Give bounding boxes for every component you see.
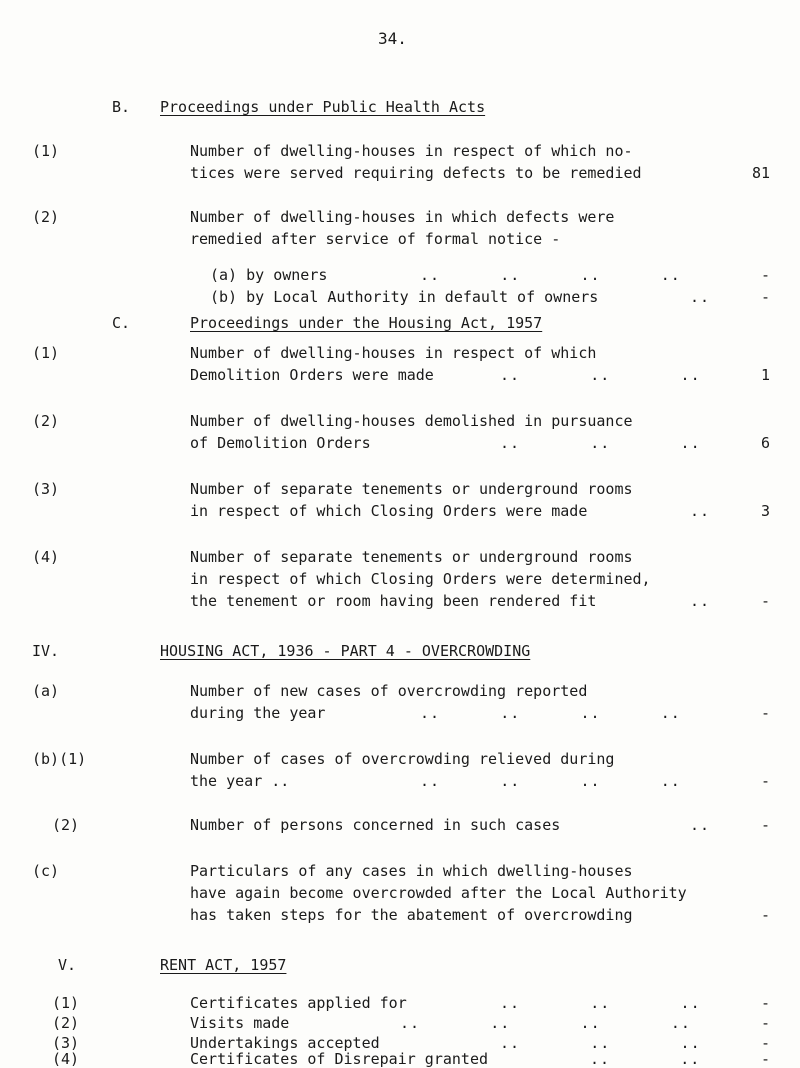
item-c2-value: 6	[760, 434, 770, 452]
item-c3-value: 3	[760, 502, 770, 520]
section-v-title: RENT ACT, 1957	[160, 956, 287, 974]
item-iv-b1-value: -	[760, 772, 770, 790]
item-b2b-value: -	[760, 288, 770, 306]
item-iv-b1-label: (b)(1)	[32, 750, 87, 768]
item-c1-value: 1	[760, 366, 770, 384]
rent-item-label: (1)	[52, 994, 80, 1012]
item-b1-label: (1)	[32, 142, 60, 160]
item-iv-c-label: (c)	[32, 862, 60, 880]
section-c-label: C.	[112, 314, 131, 332]
item-iv-c-line2: have again become overcrowded after the Local Authority	[190, 884, 687, 902]
section-b-title: Proceedings under Public Health Acts	[160, 98, 486, 116]
item-b1-value: 81	[751, 164, 770, 182]
item-c1-dots: .. .. ..	[500, 366, 701, 384]
item-c1-line2: Demolition Orders were made	[190, 366, 434, 384]
rent-item-value: -	[760, 994, 770, 1012]
item-iv-b1-dots: .. .. .. ..	[420, 772, 681, 790]
item-b2b-text: (b) by Local Authority in default of owners	[210, 288, 599, 306]
item-b2a-text: (a) by owners	[210, 266, 328, 284]
item-c4-value: -	[760, 592, 770, 610]
rent-item-label: (3)	[52, 1034, 80, 1052]
item-c2-label: (2)	[32, 412, 60, 430]
item-c4-line1: Number of separate tenements or underground rooms	[190, 548, 633, 566]
rent-item-value: -	[760, 1034, 770, 1052]
rent-item-text: Undertakings accepted	[190, 1034, 380, 1052]
section-c-title: Proceedings under the Housing Act, 1957	[190, 314, 543, 332]
item-iv-a-label: (a)	[32, 682, 60, 700]
rent-item-label: (2)	[52, 1014, 80, 1032]
item-iv-c-line1: Particulars of any cases in which dwelling-houses	[190, 862, 633, 880]
item-iv-c-line3: has taken steps for the abatement of overcrowding	[190, 906, 633, 924]
item-b1-line1: Number of dwelling-houses in respect of which no-	[190, 142, 633, 160]
rent-item-dots: .. .. .. ..	[400, 1014, 691, 1032]
rent-item-dots: .. .. ..	[500, 1034, 701, 1052]
item-iv-a-line2: during the year	[190, 704, 326, 722]
section-iv-title: HOUSING ACT, 1936 - PART 4 - OVERCROWDING	[160, 642, 531, 660]
item-c3-dots: ..	[690, 502, 711, 520]
item-iv-a-dots: .. .. .. ..	[420, 704, 681, 722]
item-iv-b2-dots: ..	[690, 816, 711, 834]
item-c4-line2: in respect of which Closing Orders were determined,	[190, 570, 651, 588]
item-b2b-dots: ..	[690, 288, 711, 306]
item-c1-label: (1)	[32, 344, 60, 362]
rent-item-value: -	[760, 1014, 770, 1032]
section-b-label: B.	[112, 98, 131, 116]
rent-item-dots: .. .. ..	[500, 994, 701, 1012]
rent-item-label: (4)	[52, 1050, 80, 1068]
item-iv-b2-label: (2)	[52, 816, 80, 834]
item-c1-line1: Number of dwelling-houses in respect of which	[190, 344, 597, 362]
item-iv-b1-line1: Number of cases of overcrowding relieved during	[190, 750, 615, 768]
rent-item-text: Certificates applied for	[190, 994, 407, 1012]
item-c2-line1: Number of dwelling-houses demolished in pursuance	[190, 412, 633, 430]
item-c2-line2: of Demolition Orders	[190, 434, 371, 452]
item-c3-line2: in respect of which Closing Orders were made	[190, 502, 588, 520]
item-c4-label: (4)	[32, 548, 60, 566]
item-c4-dots: ..	[690, 592, 711, 610]
section-iv-label: IV.	[32, 642, 60, 660]
item-iv-a-line1: Number of new cases of overcrowding reported	[190, 682, 588, 700]
item-c2-dots: .. .. ..	[500, 434, 701, 452]
item-b2a-dots: .. .. .. ..	[420, 266, 681, 284]
item-c3-label: (3)	[32, 480, 60, 498]
item-iv-b2-value: -	[760, 816, 770, 834]
rent-item-dots: .. ..	[590, 1050, 701, 1068]
item-b2-label: (2)	[32, 208, 60, 226]
item-b2a-value: -	[760, 266, 770, 284]
item-b1-line2: tices were served requiring defects to be remedied	[190, 164, 642, 182]
item-iv-b1-line2: the year ..	[190, 772, 290, 790]
rent-item-text: Certificates of Disrepair granted	[190, 1050, 489, 1068]
item-iv-c-value: -	[760, 906, 770, 924]
section-v-label: V.	[58, 956, 77, 974]
page-number: 34.	[378, 29, 407, 48]
item-iv-b2-line1: Number of persons concerned in such cases	[190, 816, 561, 834]
rent-item-value: -	[760, 1050, 770, 1068]
item-c4-line3: the tenement or room having been rendered fit	[190, 592, 597, 610]
rent-item-text: Visits made	[190, 1014, 290, 1032]
item-iv-a-value: -	[760, 704, 770, 722]
item-c3-line1: Number of separate tenements or underground rooms	[190, 480, 633, 498]
item-b2-line1: Number of dwelling-houses in which defects were	[190, 208, 615, 226]
item-b2-line2: remedied after service of formal notice -	[190, 230, 561, 248]
